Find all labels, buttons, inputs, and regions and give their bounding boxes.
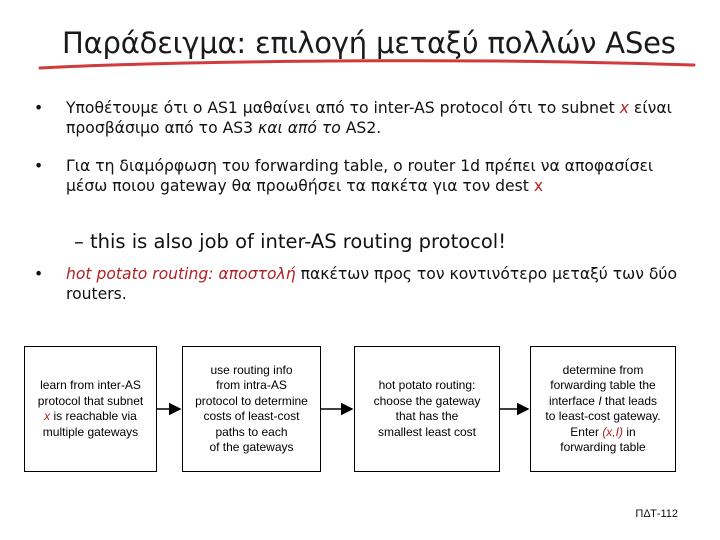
bullet-3-text xyxy=(66,264,684,304)
step-box-learn-text xyxy=(38,378,143,440)
box-line: choose the gateway xyxy=(373,393,481,408)
box-line: paths to each xyxy=(215,424,288,439)
page-number: ΠΔΤ-112 xyxy=(635,508,678,520)
bullet-3-post: πακέτων προς τον κοντινότερο μεταξύ των δύο routers. xyxy=(66,265,677,303)
step-box-intra-as-text xyxy=(195,363,308,456)
bullet-dot: • xyxy=(34,157,44,175)
box-line: determine from xyxy=(562,362,644,377)
box-line: of the gateways xyxy=(209,440,294,454)
step-box-hot-potato xyxy=(354,346,500,472)
bullet-1-mid: είναι προσβάσιμο από το AS3 xyxy=(66,99,672,137)
sub-bullet: – this is also job of inter-AS routing protocol! xyxy=(74,230,507,253)
box-line: multiple gateways xyxy=(42,424,139,439)
box-line: smallest least cost xyxy=(377,424,477,439)
box-line: protocol that subnet xyxy=(37,393,144,408)
box-line: costs of least-cost xyxy=(203,409,300,423)
bullet-1-pre: Υποθέτουμε ότι ο AS1 μαθαίνει από το inter-AS protocol ότι το subnet xyxy=(66,99,620,117)
title-underline xyxy=(38,56,698,78)
bullet-dot: • xyxy=(34,99,44,117)
bullet-1-italic: και από το xyxy=(258,119,341,137)
bullet-1-text xyxy=(66,98,684,138)
var-x: x xyxy=(619,99,629,117)
bullet-3 xyxy=(34,264,684,304)
box-line: Enter xyxy=(570,424,603,439)
bullet-dot: • xyxy=(34,265,44,283)
box-line: forwarding table xyxy=(560,440,646,454)
box-line: that leads xyxy=(601,393,658,408)
step-box-forwarding-table-text xyxy=(545,363,660,456)
var-x: x xyxy=(44,409,51,423)
var-interface: I xyxy=(598,393,602,408)
box-line: forwarding table the xyxy=(550,378,656,392)
box-line: in xyxy=(622,424,636,439)
box-line: from intra-AS xyxy=(216,378,287,392)
bullet-1-post: AS2. xyxy=(340,119,382,137)
box-line: is reachable via xyxy=(50,409,137,423)
step-box-learn xyxy=(24,346,157,472)
var-x-interface-pair: (x,I) xyxy=(602,424,623,439)
step-box-hot-potato-text xyxy=(374,378,481,440)
bullet-2 xyxy=(34,156,684,196)
bullet-2-pre: Για τη διαμόρφωση του forwarding table, ο router 1d πρέπει να αποφασίσει μέσω ποιου gateway θα προωθήσει τα πακέτα για τον dest xyxy=(66,157,654,195)
box-line: hot potato routing: xyxy=(378,378,476,392)
var-x: x xyxy=(533,177,544,195)
bullet-1 xyxy=(34,98,684,138)
slide-title: Παράδειγμα: επιλογή μεταξύ πολλών ASes xyxy=(62,26,676,60)
box-line: learn from inter-AS xyxy=(40,378,141,392)
box-line: use routing info xyxy=(210,362,293,377)
box-line: to least-cost gateway. xyxy=(545,409,661,423)
box-line: that has the xyxy=(395,409,459,423)
box-line: protocol to determine xyxy=(195,393,308,408)
bullet-2-text xyxy=(66,156,684,196)
step-box-forwarding-table xyxy=(530,346,676,472)
step-box-intra-as xyxy=(182,346,321,472)
box-line: interface xyxy=(548,393,599,408)
hot-potato-highlight: hot potato routing: αποστολή xyxy=(66,265,296,283)
